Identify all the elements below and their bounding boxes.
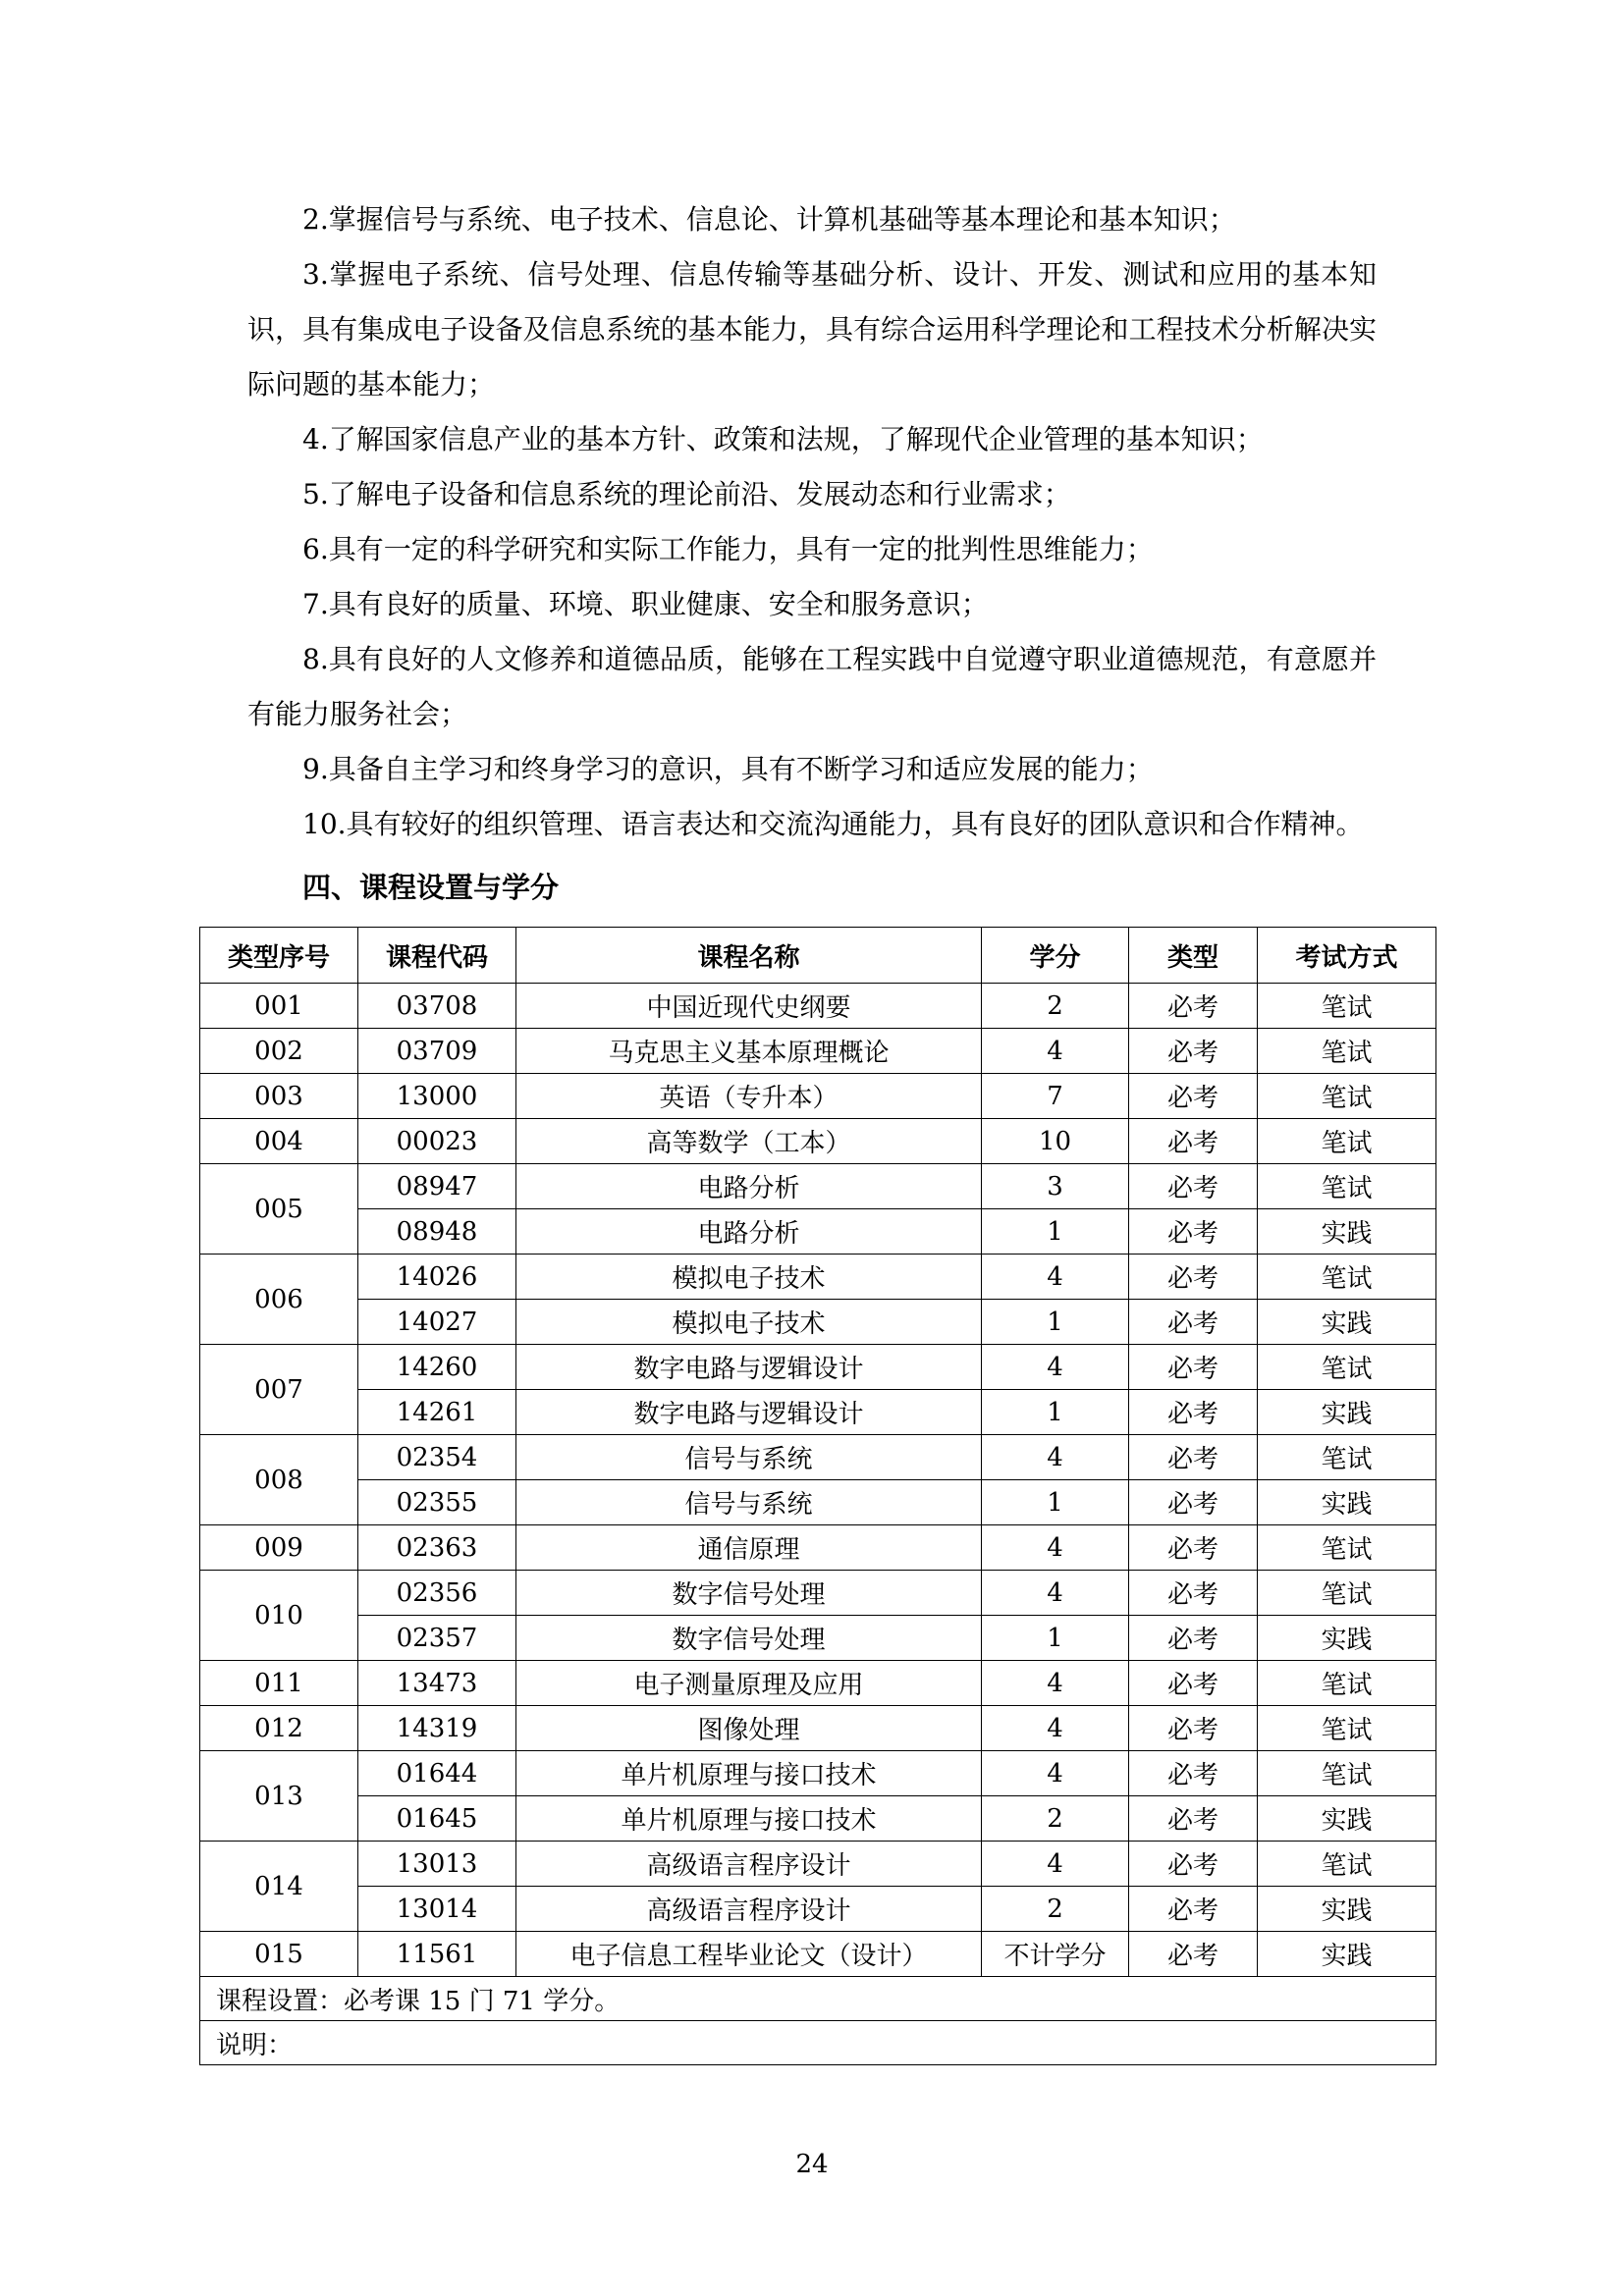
summary-row: [200, 1977, 1436, 2021]
header-type: 类型: [1129, 928, 1258, 984]
exam-method: 实践: [1258, 1887, 1436, 1932]
exam-method: 实践: [1258, 1480, 1436, 1525]
course-code: 14261: [358, 1390, 516, 1435]
exam-method: 笔试: [1258, 1435, 1436, 1480]
course-credit: 2: [982, 1887, 1129, 1932]
course-type: 必考: [1129, 1616, 1258, 1661]
course-code: 00023: [358, 1119, 516, 1164]
course-code: 01644: [358, 1751, 516, 1796]
type-seq: 011: [200, 1661, 358, 1706]
course-type: 必考: [1129, 1029, 1258, 1074]
type-seq: 003: [200, 1074, 358, 1119]
type-seq: 007: [200, 1345, 358, 1435]
course-name: 信号与系统: [516, 1480, 982, 1525]
course-credit: 4: [982, 1345, 1129, 1390]
paragraph: 3.掌握电子系统、信号处理、信息传输等基础分析、设计、开发、测试和应用的基本知识，具有集成电子设备及信息系统的基本能力，具有综合运用科学理论和工程技术分析解决实际问题的基本能力；: [247, 258, 1377, 400]
course-type: 必考: [1129, 1661, 1258, 1706]
paragraph: 8.具有良好的人文修养和道德品质，能够在工程实践中自觉遵守职业道德规范，有意愿并有能力服务社会；: [247, 643, 1377, 730]
table-row: [200, 1300, 1436, 1345]
exam-method: 实践: [1258, 1390, 1436, 1435]
paragraph: 9.具备自主学习和终身学习的意识，具有不断学习和适应发展的能力；: [302, 753, 1154, 785]
table-row: [200, 1661, 1436, 1706]
exam-method: 笔试: [1258, 1029, 1436, 1074]
exam-method: 笔试: [1258, 1164, 1436, 1209]
course-code: 11561: [358, 1932, 516, 1977]
course-credit: 7: [982, 1074, 1129, 1119]
course-code: 13000: [358, 1074, 516, 1119]
exam-method: 笔试: [1258, 1706, 1436, 1751]
course-code: 02357: [358, 1616, 516, 1661]
course-credit: 2: [982, 1796, 1129, 1842]
course-name: 电路分析: [516, 1164, 982, 1209]
table-row: [200, 1706, 1436, 1751]
exam-method: 实践: [1258, 1616, 1436, 1661]
course-name: 通信原理: [516, 1525, 982, 1571]
course-name: 模拟电子技术: [516, 1255, 982, 1300]
paragraph: 7.具有良好的质量、环境、职业健康、安全和服务意识；: [302, 588, 989, 620]
table-row: [200, 1571, 1436, 1616]
course-code: 01645: [358, 1796, 516, 1842]
course-type: 必考: [1129, 1525, 1258, 1571]
table-row: [200, 1525, 1436, 1571]
paragraph: 4.了解国家信息产业的基本方针、政策和法规，了解现代企业管理的基本知识；: [302, 423, 1264, 455]
exam-method: 笔试: [1258, 1842, 1436, 1887]
course-credit: 2: [982, 984, 1129, 1029]
course-type: 必考: [1129, 1480, 1258, 1525]
note-row: [200, 2021, 1436, 2065]
exam-method: 实践: [1258, 1300, 1436, 1345]
course-type: 必考: [1129, 1164, 1258, 1209]
course-code: 13014: [358, 1887, 516, 1932]
type-seq: 005: [200, 1164, 358, 1255]
course-credit: 不计学分: [982, 1932, 1129, 1977]
exam-method: 笔试: [1258, 1119, 1436, 1164]
course-name: 信号与系统: [516, 1435, 982, 1480]
course-name: 图像处理: [516, 1706, 982, 1751]
course-type: 必考: [1129, 1706, 1258, 1751]
course-type: 必考: [1129, 1209, 1258, 1255]
type-seq: 010: [200, 1571, 358, 1661]
course-name: 数字电路与逻辑设计: [516, 1390, 982, 1435]
course-name: 电子测量原理及应用: [516, 1661, 982, 1706]
course-type: 必考: [1129, 1932, 1258, 1977]
course-credit: 1: [982, 1616, 1129, 1661]
course-code: 02356: [358, 1571, 516, 1616]
table-row: [200, 1029, 1436, 1074]
course-type: 必考: [1129, 1435, 1258, 1480]
course-name: 数字信号处理: [516, 1616, 982, 1661]
course-summary: 课程设置：必考课 15 门 71 学分。: [200, 1977, 1436, 2021]
course-code: 02354: [358, 1435, 516, 1480]
type-seq: 008: [200, 1435, 358, 1525]
exam-method: 笔试: [1258, 1661, 1436, 1706]
course-name: 单片机原理与接口技术: [516, 1751, 982, 1796]
table-row: [200, 1435, 1436, 1480]
course-credit: 4: [982, 1751, 1129, 1796]
course-code: 08948: [358, 1209, 516, 1255]
exam-method: 笔试: [1258, 1074, 1436, 1119]
course-code: 02363: [358, 1525, 516, 1571]
course-type: 必考: [1129, 1796, 1258, 1842]
table-row: [200, 1480, 1436, 1525]
header-credit: 学分: [982, 928, 1129, 984]
header-name: 课程名称: [516, 928, 982, 984]
table-row: [200, 1119, 1436, 1164]
course-credit: 4: [982, 1571, 1129, 1616]
course-name: 高级语言程序设计: [516, 1887, 982, 1932]
course-name: 模拟电子技术: [516, 1300, 982, 1345]
course-credit: 4: [982, 1255, 1129, 1300]
course-code: 08947: [358, 1164, 516, 1209]
type-seq: 012: [200, 1706, 358, 1751]
course-credit: 4: [982, 1525, 1129, 1571]
table-row: [200, 1751, 1436, 1796]
course-name: 电路分析: [516, 1209, 982, 1255]
course-credit: 4: [982, 1435, 1129, 1480]
table-row: [200, 1796, 1436, 1842]
table-row: [200, 984, 1436, 1029]
paragraph: 6.具有一定的科学研究和实际工作能力，具有一定的批判性思维能力；: [302, 533, 1154, 565]
course-code: 13013: [358, 1842, 516, 1887]
type-seq: 013: [200, 1751, 358, 1842]
course-code: 03708: [358, 984, 516, 1029]
table-row: [200, 1209, 1436, 1255]
type-seq: 001: [200, 984, 358, 1029]
course-name: 高等数学（工本）: [516, 1119, 982, 1164]
course-credit: 1: [982, 1300, 1129, 1345]
course-note: 说明：: [200, 2021, 1436, 2065]
course-name: 电子信息工程毕业论文（设计）: [516, 1932, 982, 1977]
header-exam: 考试方式: [1258, 928, 1436, 984]
exam-method: 笔试: [1258, 1345, 1436, 1390]
exam-method: 实践: [1258, 1796, 1436, 1842]
type-seq: 004: [200, 1119, 358, 1164]
course-type: 必考: [1129, 1300, 1258, 1345]
course-code: 02355: [358, 1480, 516, 1525]
paragraph: 5.了解电子设备和信息系统的理论前沿、发展动态和行业需求；: [302, 478, 1071, 510]
header-seq: 类型序号: [200, 928, 358, 984]
table-header-row: [200, 928, 1436, 984]
exam-method: 实践: [1258, 1209, 1436, 1255]
exam-method: 笔试: [1258, 984, 1436, 1029]
course-credit: 1: [982, 1209, 1129, 1255]
course-code: 14026: [358, 1255, 516, 1300]
page-number: 24: [795, 2150, 829, 2179]
course-type: 必考: [1129, 1571, 1258, 1616]
header-code: 课程代码: [358, 928, 516, 984]
course-credit: 10: [982, 1119, 1129, 1164]
exam-method: 笔试: [1258, 1571, 1436, 1616]
course-type: 必考: [1129, 1074, 1258, 1119]
table-row: [200, 1164, 1436, 1209]
type-seq: 015: [200, 1932, 358, 1977]
course-credit: 1: [982, 1480, 1129, 1525]
type-seq: 009: [200, 1525, 358, 1571]
exam-method: 笔试: [1258, 1525, 1436, 1571]
course-credit: 4: [982, 1029, 1129, 1074]
course-type: 必考: [1129, 1119, 1258, 1164]
course-type: 必考: [1129, 1255, 1258, 1300]
course-type: 必考: [1129, 1751, 1258, 1796]
course-name: 英语（专升本）: [516, 1074, 982, 1119]
course-name: 马克思主义基本原理概论: [516, 1029, 982, 1074]
table-row: [200, 1932, 1436, 1977]
course-credit: 4: [982, 1842, 1129, 1887]
course-name: 单片机原理与接口技术: [516, 1796, 982, 1842]
course-type: 必考: [1129, 1390, 1258, 1435]
course-code: 14319: [358, 1706, 516, 1751]
section-heading: 四、课程设置与学分: [302, 871, 560, 904]
course-credit: 1: [982, 1390, 1129, 1435]
paragraph: 2.掌握信号与系统、电子技术、信息论、计算机基础等基本理论和基本知识；: [302, 203, 1236, 236]
table-row: [200, 1887, 1436, 1932]
course-table: [199, 927, 1436, 2065]
course-credit: 4: [982, 1661, 1129, 1706]
table-row: [200, 1616, 1436, 1661]
table-row: [200, 1074, 1436, 1119]
course-code: 13473: [358, 1661, 516, 1706]
course-name: 高级语言程序设计: [516, 1842, 982, 1887]
exam-method: 实践: [1258, 1932, 1436, 1977]
type-seq: 002: [200, 1029, 358, 1074]
paragraph: 10.具有较好的组织管理、语言表达和交流沟通能力，具有良好的团队意识和合作精神。: [302, 808, 1364, 840]
course-code: 14027: [358, 1300, 516, 1345]
course-type: 必考: [1129, 984, 1258, 1029]
course-code: 14260: [358, 1345, 516, 1390]
course-type: 必考: [1129, 1887, 1258, 1932]
course-type: 必考: [1129, 1345, 1258, 1390]
course-credit: 3: [982, 1164, 1129, 1209]
exam-method: 笔试: [1258, 1255, 1436, 1300]
course-type: 必考: [1129, 1842, 1258, 1887]
course-name: 数字电路与逻辑设计: [516, 1345, 982, 1390]
course-code: 03709: [358, 1029, 516, 1074]
type-seq: 014: [200, 1842, 358, 1932]
table-row: [200, 1842, 1436, 1887]
table-row: [200, 1255, 1436, 1300]
course-name: 数字信号处理: [516, 1571, 982, 1616]
course-name: 中国近现代史纲要: [516, 984, 982, 1029]
exam-method: 笔试: [1258, 1751, 1436, 1796]
course-credit: 4: [982, 1706, 1129, 1751]
table-row: [200, 1390, 1436, 1435]
table-row: [200, 1345, 1436, 1390]
type-seq: 006: [200, 1255, 358, 1345]
